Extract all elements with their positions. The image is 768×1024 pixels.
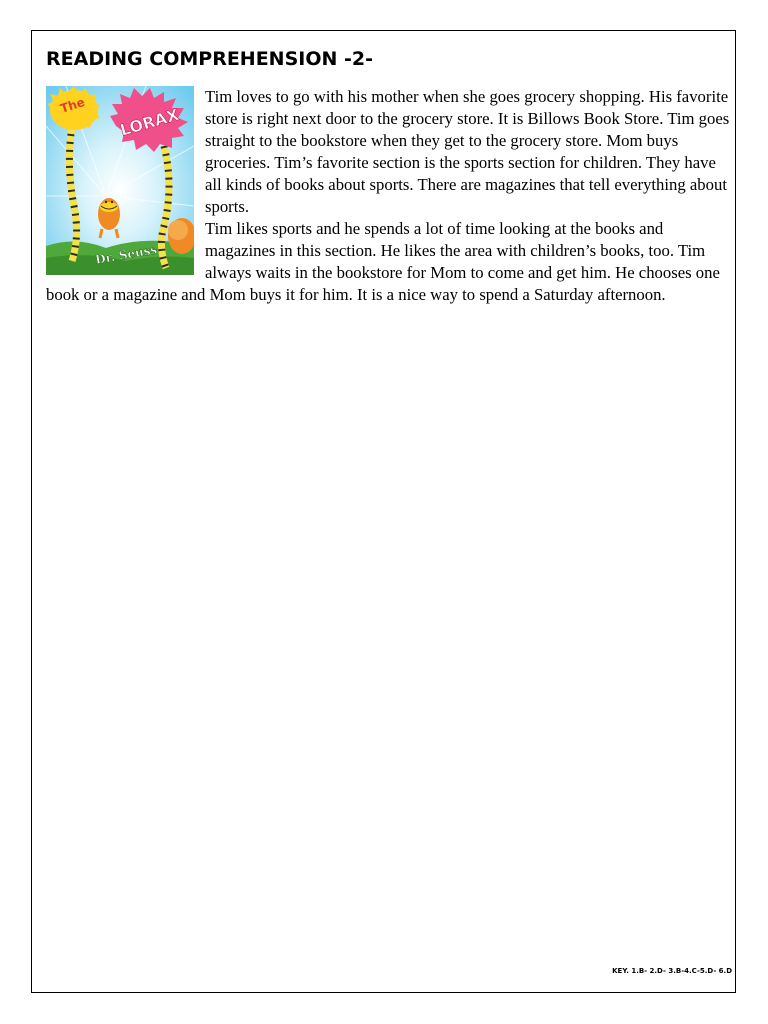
cover-title-small: The [58, 94, 87, 116]
cover-title-large: LORAX [117, 104, 182, 140]
passage-paragraph-1: Tim loves to go with his mother when she goes grocery shopping. His favorite store is right next door to the grocery store. It is Billows Book Store. Tim goes straight to the bookstore when they get to the grocery store. Mom buys groceries. Tim’s favorite section is the sports section for children. They have all kinds of books about sports. There are magazines that tell everything about sports. [205, 87, 730, 216]
page-title: READING COMPREHENSION -2- [46, 48, 373, 70]
passage-paragraph-2: Tim likes sports and he spends a lot of time looking at the books and magazines in this section. He likes the area with children’s books, too. Tim always waits in the bookstore for Mom to come and get him. He chooses one book or a magazine and Mom buys it for him. It is a nice way to spend a Saturday afternoon. [46, 219, 720, 304]
cover-author: Dr. Seuss [94, 242, 159, 267]
answer-key: KEY. 1.B- 2.D- 3.B-4.C-5.D- 6.D [612, 967, 732, 975]
reading-passage [46, 86, 732, 306]
book-cover-image [46, 86, 194, 275]
